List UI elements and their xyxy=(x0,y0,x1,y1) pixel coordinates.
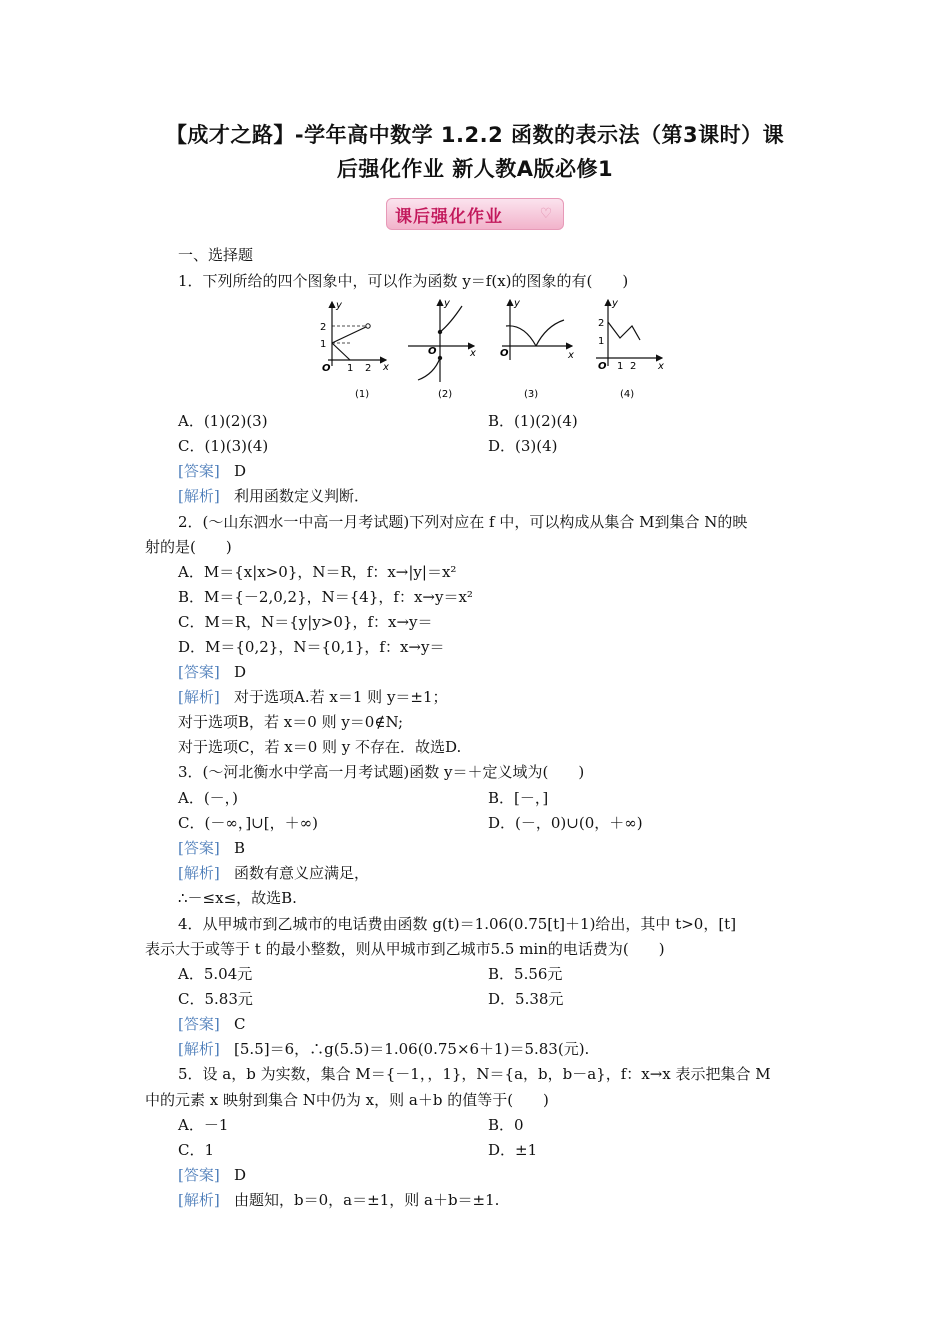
svg-text:y: y xyxy=(514,298,520,309)
q2-option-b: B．M＝{－2,0,2}，N＝{4}，f：x→y＝x² xyxy=(178,588,473,606)
q1-analysis-row xyxy=(178,485,369,507)
q2-stem-line-1: 2．(～山东泗水一中高一月考试题)下列对应在 f 中，可以构成从集合 M到集合 N的映 xyxy=(178,513,748,531)
analysis-tag: [解析] xyxy=(178,487,220,505)
q3-option-c: C．(－∞，]∪[，＋∞) xyxy=(178,814,318,832)
graph-1 xyxy=(320,300,389,400)
graph-3 xyxy=(500,298,574,400)
answer-tag: [答案] xyxy=(178,1166,220,1184)
svg-text:1: 1 xyxy=(598,336,605,347)
analysis-tag: [解析] xyxy=(178,864,220,882)
q5-option-d: D．±1 xyxy=(488,1141,538,1159)
answer-tag: [答案] xyxy=(178,1015,220,1033)
q1-stem: 1．下列所给的四个图象中，可以作为函数 y＝f(x)的图象的有( ) xyxy=(178,272,629,290)
q1-option-b: B．(1)(2)(4) xyxy=(488,412,578,430)
q4-option-c: C．5.83元 xyxy=(178,990,253,1008)
q1-answer-row xyxy=(178,460,246,482)
section-banner xyxy=(386,198,564,230)
svg-text:1: 1 xyxy=(347,363,354,374)
q3-stem: 3．(～河北衡水中学高一月考试题)函数 y＝＋定义域为( ) xyxy=(178,763,585,781)
q1-option-a: A．(1)(2)(3) xyxy=(178,412,268,430)
q1-option-c: C．(1)(3)(4) xyxy=(178,437,269,455)
answer-value: D xyxy=(234,663,247,681)
q4-option-d: D．5.38元 xyxy=(488,990,564,1008)
q2-option-a: A．M＝{x|x>0}，N＝R，f：x→|y|＝x² xyxy=(178,563,457,581)
svg-text:2: 2 xyxy=(630,361,637,372)
q3-analysis-row xyxy=(178,862,369,884)
q3-option-b: B．[－，] xyxy=(488,789,549,807)
q1-option-d: D．(3)(4) xyxy=(488,437,558,455)
q4-analysis-row xyxy=(178,1038,589,1060)
q2-stem-line-2: 射的是( ) xyxy=(145,538,232,556)
figure-caption-1: (1) xyxy=(355,389,370,400)
q5-option-a: A．－1 xyxy=(178,1116,229,1134)
q2-option-d: D．M＝{0,2}，N＝{0,1}，f：x→y＝ xyxy=(178,638,445,656)
analysis-text: 由题知，b＝0，a＝±1，则 a＋b＝±1. xyxy=(234,1191,500,1209)
q2-analysis-line-3: 对于选项C，若 x＝0 则 y 不存在．故选D. xyxy=(178,738,462,756)
q3-option-a: A．(－，) xyxy=(178,789,239,807)
q5-analysis-row xyxy=(178,1189,499,1211)
svg-text:2: 2 xyxy=(598,318,605,329)
q3-option-d: D．(－，0)∪(0，＋∞) xyxy=(488,814,643,832)
answer-tag: [答案] xyxy=(178,663,220,681)
svg-text:O: O xyxy=(428,346,437,357)
section-heading: 一、选择题 xyxy=(178,246,254,264)
figure-caption-3: (3) xyxy=(524,389,539,400)
q4-answer-row xyxy=(178,1013,246,1035)
svg-text:1: 1 xyxy=(617,361,624,372)
title-line-1: 【成才之路】-学年高中数学 1.2.2 函数的表示法（第3课时）课 xyxy=(165,123,785,147)
analysis-tag: [解析] xyxy=(178,1191,220,1209)
answer-tag: [答案] xyxy=(178,839,220,857)
figure-caption-4: (4) xyxy=(620,389,635,400)
q3-answer-row xyxy=(178,837,245,859)
analysis-tag: [解析] xyxy=(178,688,220,706)
graph-4 xyxy=(596,298,664,400)
answer-value: C xyxy=(234,1015,246,1033)
analysis-text: 函数有意义应满足， xyxy=(234,864,370,882)
analysis-text: 对于选项A.若 x＝1 则 y＝±1； xyxy=(234,688,448,706)
answer-tag: [答案] xyxy=(178,462,220,480)
q2-analysis-row xyxy=(178,686,448,708)
q3-analysis-line-2: ∴－≤x≤，故选B. xyxy=(178,889,297,907)
q5-answer-row xyxy=(178,1164,246,1186)
analysis-text: [5.5]＝6，∴g(5.5)＝1.06(0.75×6＋1)＝5.83(元). xyxy=(234,1040,590,1058)
document-title xyxy=(120,118,830,186)
svg-text:O: O xyxy=(598,361,607,372)
svg-text:O: O xyxy=(322,363,331,374)
q2-answer-row xyxy=(178,661,246,683)
q4-option-b: B．5.56元 xyxy=(488,965,563,983)
svg-text:x: x xyxy=(383,362,389,373)
answer-value: D xyxy=(234,462,247,480)
svg-text:x: x xyxy=(658,361,664,372)
q1-figures xyxy=(310,296,682,406)
analysis-tag: [解析] xyxy=(178,1040,220,1058)
svg-text:2: 2 xyxy=(365,363,372,374)
banner-label: 课后强化作业 xyxy=(395,207,503,227)
graph-2 xyxy=(408,298,476,400)
q5-option-b: B．0 xyxy=(488,1116,524,1134)
svg-text:O: O xyxy=(500,348,509,359)
q5-stem-line-1: 5．设 a，b 为实数，集合 M＝{－1，，1}，N＝{a，b，b－a}，f：x→x 表示把集合 M xyxy=(178,1065,771,1083)
svg-text:y: y xyxy=(444,298,450,309)
q5-option-c: C．1 xyxy=(178,1141,215,1159)
q5-stem-line-2: 中的元素 x 映射到集合 N中仍为 x，则 a＋b 的值等于( ) xyxy=(145,1091,549,1109)
tick-y-2: 2 xyxy=(320,322,327,333)
analysis-text: 利用函数定义判断． xyxy=(234,487,370,505)
answer-value: B xyxy=(234,839,246,857)
figure-caption-2: (2) xyxy=(438,389,453,400)
q2-analysis-line-2: 对于选项B，若 x＝0 则 y＝0∉N; xyxy=(178,713,404,731)
q4-stem-line-2: 表示大于或等于 t 的最小整数，则从甲城市到乙城市5.5 min的电话费为( ) xyxy=(145,940,665,958)
svg-text:x: x xyxy=(470,348,476,359)
title-line-2: 后强化作业 新人教A版必修1 xyxy=(336,157,614,181)
heart-icon: ♡ xyxy=(539,206,553,222)
q4-stem-line-1: 4．从甲城市到乙城市的电话费由函数 g(t)＝1.06(0.75[t]＋1)给出，其中 t>0，[t] xyxy=(178,915,737,933)
answer-value: D xyxy=(234,1166,247,1184)
svg-text:y: y xyxy=(612,298,618,309)
svg-text:x: x xyxy=(568,350,574,361)
svg-text:y: y xyxy=(336,300,342,311)
q4-option-a: A．5.04元 xyxy=(178,965,253,983)
tick-y-1: 1 xyxy=(320,339,327,350)
q2-option-c: C．M＝R，N＝{y|y>0}，f：x→y＝ xyxy=(178,613,433,631)
